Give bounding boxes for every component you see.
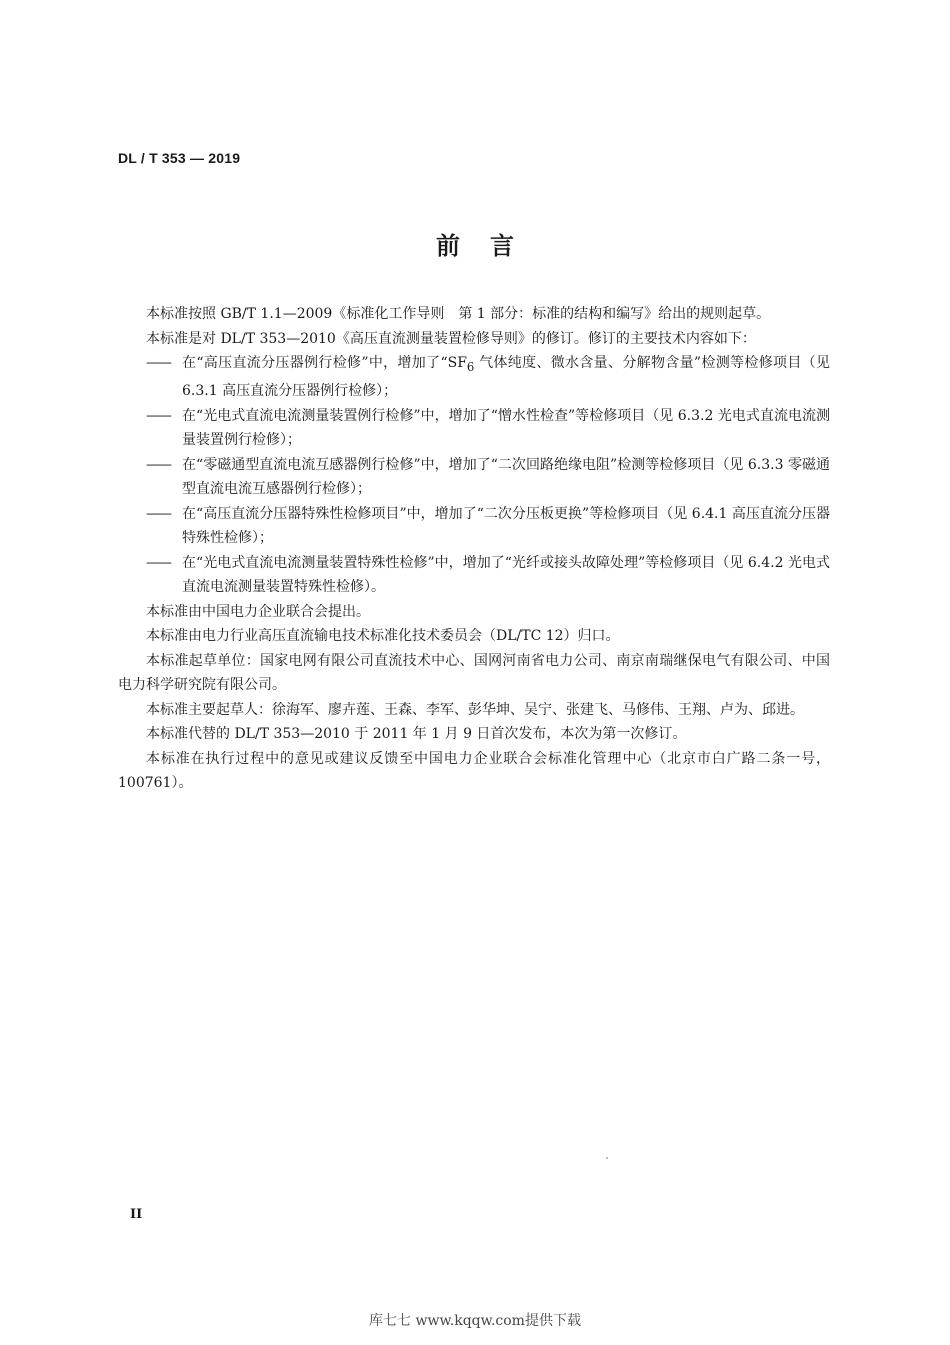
paragraph-proposer: 本标准由中国电力企业联合会提出。	[146, 603, 370, 620]
list-item-text: 在“高压直流分压器例行检修”中，增加了“SF	[182, 355, 467, 371]
page-number: II	[130, 1207, 143, 1222]
list-item-text: 在“零磁通型直流电流互感器例行检修”中，增加了“二次回路绝缘电阻”检测等检修项目（见 6.3.3 零磁通型直流电流互感器例行检修）；	[182, 456, 830, 498]
paragraph-drafters: 本标准主要起草人：徐海军、廖卉莲、王森、李军、彭华坤、吴宁、张建飞、马修伟、王翔、卢为、邱进。	[146, 701, 804, 718]
paragraph-drafting-rules: 本标准按照 GB/T 1.1—2009《标准化工作导则 第 1 部分：标准的结构和编写》给出的规则起草。	[146, 306, 771, 322]
paragraph-committee: 本标准由电力行业高压直流输电技术标准化技术委员会（DL/TC 12）归口。	[146, 628, 620, 645]
list-item-text: 气体纯度、微水含量、分解物含量”检测等检修项目（见 6.3.1 高压直流分压器例行检修）；	[182, 355, 830, 400]
list-item	[118, 404, 830, 453]
subscript: 6	[466, 359, 475, 374]
paragraph-feedback: 本标准在执行过程中的意见或建议反馈至中国电力企业联合会标准化管理中心（北京市白广路二条一号，100761）。	[118, 750, 830, 792]
paragraph-replacement: 本标准代替的 DL/T 353—2010 于 2011 年 1 月 9 日首次发布，本次为第一次修订。	[146, 726, 687, 743]
dash-marker: ——	[146, 505, 170, 522]
list-item	[118, 551, 830, 600]
list-item-text: 在“高压直流分压器特殊性检修项目”中，增加了“二次分压板更换”等检修项目（见 6.4.1 高压直流分压器特殊性检修）；	[182, 505, 830, 547]
list-item	[118, 453, 830, 502]
dash-marker: ——	[146, 355, 170, 371]
page-title: 前言	[436, 232, 544, 260]
document-code: DL / T 353 — 2019	[118, 150, 241, 166]
document-body	[118, 302, 830, 796]
paragraph-revision: 本标准是对 DL/T 353—2010《高压直流测量装置检修导则》的修订。修订的主要技术内容如下：	[146, 330, 756, 347]
list-item-text: 在“光电式直流电流测量装置例行检修”中，增加了“憎水性检查”等检修项目（见 6.3.2 光电式直流电流测量装置例行检修）；	[182, 407, 830, 449]
list-item	[118, 351, 830, 404]
list-item-text: 在“光电式直流电流测量装置特殊性检修”中，增加了“光纤或接头故障处理”等检修项目（见 6.4.2 光电式直流电流测量装置特殊性检修）。	[182, 554, 830, 596]
scan-speck	[606, 1157, 608, 1159]
dash-marker: ——	[146, 456, 170, 473]
dash-marker: ——	[146, 554, 170, 571]
dash-marker: ——	[146, 407, 170, 424]
list-item	[118, 502, 830, 551]
download-footer: 库七七 www.kqqw.com提供下载	[369, 1313, 581, 1329]
paragraph-drafting-units: 本标准起草单位：国家电网有限公司直流技术中心、国网河南省电力公司、南京南瑞继保电气有限公司、中国电力科学研究院有限公司。	[118, 652, 830, 694]
